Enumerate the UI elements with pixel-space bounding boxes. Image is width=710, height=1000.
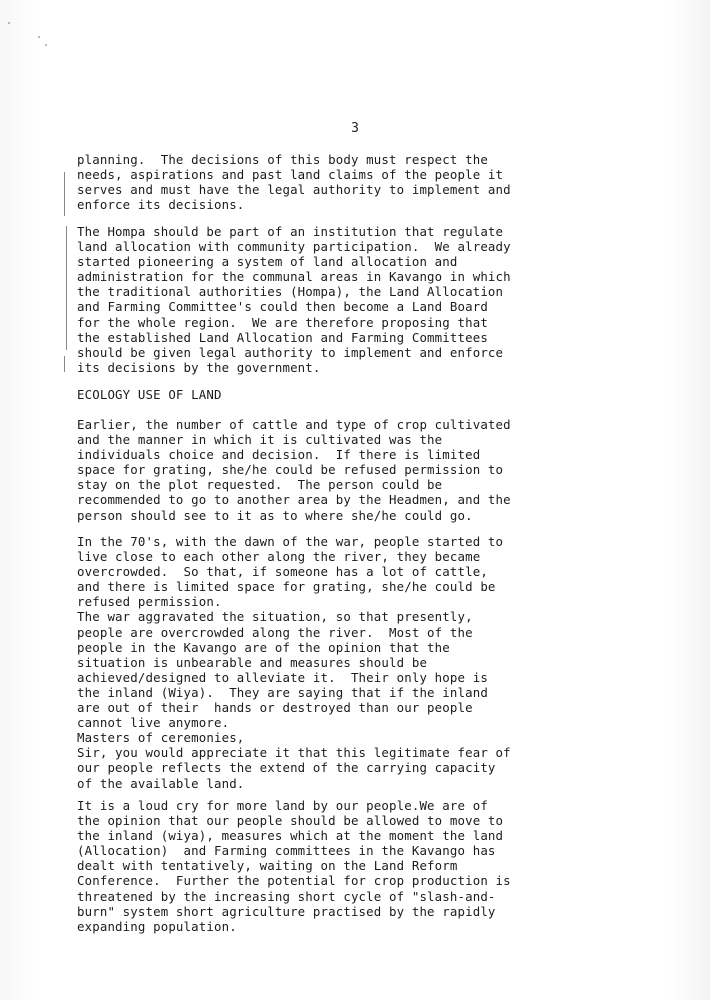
- text-line: planning. The decisions of this body must respect the: [77, 152, 488, 167]
- text-line: administration for the communal areas in Kavango in which: [77, 269, 511, 285]
- text-line: needs, aspirations and past land claims of the people it: [77, 167, 504, 183]
- text-line: Earlier, the number of cattle and type of crop cultivated: [77, 417, 511, 432]
- text-line: live close to each other along the river, they became: [77, 549, 481, 565]
- scan-speck: [45, 44, 47, 46]
- text-line: people are overcrowded along the river. Most of the: [77, 624, 473, 640]
- text-line: its decisions by the government.: [77, 359, 321, 375]
- text-line: space for grating, she/he could be refused permission to: [77, 462, 504, 478]
- text-line: expanding population.: [77, 918, 237, 934]
- text-line: burn" system short agriculture practised by the rapidly: [77, 903, 496, 919]
- text-line: Sir, you would appreciate it that this legitimate fear of: [77, 745, 511, 761]
- text-line: situation is unbearable and measures should be: [77, 654, 428, 670]
- margin-mark: [66, 226, 67, 350]
- scan-speck: [38, 36, 40, 38]
- text-line: The war aggravated the situation, so that presently,: [77, 609, 473, 625]
- text-line: and the manner in which it is cultivated was the: [77, 432, 443, 448]
- section-heading-ecology: [77, 387, 637, 402]
- text-line: and there is limited space for grating, she/he could be: [77, 579, 496, 595]
- text-line: land allocation with community participation. We already: [77, 239, 511, 255]
- text-line: the inland (Wiya). They are saying that if the inland: [77, 684, 488, 700]
- text-line: our people reflects the extend of the carrying capacity: [77, 760, 496, 776]
- paragraph-planning: [77, 152, 637, 212]
- text-line: enforce its decisions.: [77, 197, 245, 213]
- text-line: (Allocation) and Farming committees in the Kavango has: [77, 843, 496, 859]
- text-line: for the whole region. We are therefore proposing that: [77, 314, 488, 330]
- text-line: the inland (wiya), measures which at the moment the land: [77, 828, 504, 844]
- paragraph-seventies: [77, 534, 637, 791]
- text-line: stay on the plot requested. The person could be: [77, 477, 443, 493]
- text-line: overcrowded. So that, if someone has a lot of cattle,: [77, 564, 488, 580]
- text-line: of the available land.: [77, 775, 245, 791]
- text-line: serves and must have the legal authority to implement and: [77, 182, 511, 198]
- text-line: It is a loud cry for more land by our people.We are of: [77, 798, 488, 813]
- text-line: the established Land Allocation and Farming Committees: [77, 329, 488, 345]
- text-line: The Hompa should be part of an institution that regulate: [77, 224, 504, 239]
- text-line: started pioneering a system of land allocation and: [77, 254, 458, 270]
- text-line: the opinion that our people should be allowed to move to: [77, 813, 504, 829]
- text-line: are out of their hands or destroyed than our people: [77, 700, 473, 716]
- text-line: dealt with tentatively, waiting on the Land Reform: [77, 858, 458, 874]
- paragraph-earlier: [77, 417, 637, 523]
- page-number: 3: [351, 121, 359, 136]
- text-line: and Farming Committee's could then become a Land Board: [77, 299, 488, 315]
- scan-speck: [8, 22, 10, 24]
- text-line: should be given legal authority to implement and enforce: [77, 344, 504, 360]
- text-line: In the 70's, with the dawn of the war, people started to: [77, 534, 504, 549]
- text-line: Conference. Further the potential for crop production is: [77, 873, 511, 889]
- text-line: cannot live anymore.: [77, 715, 230, 731]
- paragraph-loud-cry: [77, 798, 637, 934]
- text-line: Masters of ceremonies,: [77, 730, 245, 746]
- text-line: refused permission.: [77, 594, 222, 610]
- margin-mark: [64, 172, 65, 216]
- text-line: person should see to it as to where she/he could go.: [77, 507, 473, 523]
- text-line: recommended to go to another area by the Headmen, and the: [77, 492, 511, 508]
- text-line: ECOLOGY USE OF LAND: [77, 387, 222, 402]
- text-line: achieved/designed to alleviate it. Their only hope is: [77, 669, 488, 685]
- paragraph-hompa: [77, 224, 637, 375]
- margin-mark: [64, 356, 65, 372]
- text-line: the traditional authorities (Hompa), the Land Allocation: [77, 284, 504, 300]
- text-line: individuals choice and decision. If there is limited: [77, 447, 481, 463]
- text-line: people in the Kavango are of the opinion that the: [77, 639, 450, 655]
- text-line: threatened by the increasing short cycle of "slash-and-: [77, 888, 496, 904]
